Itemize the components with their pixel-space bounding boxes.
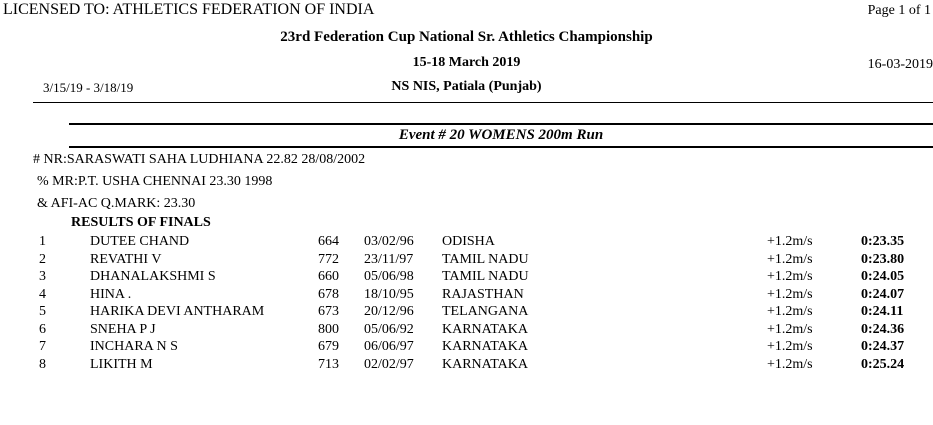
result-wind: +1.2m/s xyxy=(767,339,813,354)
result-bib: 660 xyxy=(318,269,339,284)
print-date: 16-03-2019 xyxy=(867,57,933,72)
event-title: Event # 20 WOMENS 200m Run xyxy=(69,123,933,148)
result-dob: 03/02/96 xyxy=(364,234,414,249)
result-dob: 02/02/97 xyxy=(364,356,414,372)
result-time: 0:23.35 xyxy=(861,234,905,249)
meet-dates: 3/15/19 - 3/18/19 xyxy=(43,80,134,95)
result-wind: +1.2m/s xyxy=(767,304,813,319)
result-team: KARNATAKA xyxy=(442,321,528,337)
results-heading: RESULTS OF FINALS xyxy=(71,215,211,230)
result-bib: 713 xyxy=(318,356,339,372)
result-dob: 05/06/92 xyxy=(364,321,414,337)
result-name: SNEHA P J xyxy=(90,321,156,337)
result-time: 0:24.07 xyxy=(861,286,905,302)
table-row xyxy=(0,322,933,339)
result-team: KARNATAKA xyxy=(442,339,528,354)
result-bib: 673 xyxy=(318,304,339,319)
table-row xyxy=(0,339,933,356)
result-wind: +1.2m/s xyxy=(767,321,813,337)
result-dob: 20/12/96 xyxy=(364,304,414,319)
result-team: ODISHA xyxy=(442,234,495,249)
result-wind: +1.2m/s xyxy=(767,356,813,372)
result-name: HARIKA DEVI ANTHARAM xyxy=(90,304,265,319)
result-time: 0:24.11 xyxy=(861,304,904,319)
result-name: HINA . xyxy=(90,286,132,302)
result-team: TAMIL NADU xyxy=(442,269,529,284)
result-bib: 772 xyxy=(318,251,339,267)
result-dob: 05/06/98 xyxy=(364,269,414,284)
national-record: # NR:SARASWATI SAHA LUDHIANA 22.82 28/08/2002 xyxy=(33,152,366,167)
championship-title: 23rd Federation Cup National Sr. Athletics Championship xyxy=(280,29,653,45)
result-name: DUTEE CHAND xyxy=(90,234,190,249)
result-time: 0:24.05 xyxy=(861,269,905,284)
result-pos: 6 xyxy=(39,321,46,337)
result-pos: 2 xyxy=(39,251,46,267)
result-pos: 5 xyxy=(39,304,46,319)
result-dob: 18/10/95 xyxy=(364,286,414,302)
result-dob: 23/11/97 xyxy=(364,251,414,267)
result-time: 0:24.37 xyxy=(861,339,905,354)
venue: NS NIS, Patiala (Punjab) xyxy=(391,79,542,94)
result-wind: +1.2m/s xyxy=(767,286,813,302)
result-time: 0:24.36 xyxy=(861,321,905,337)
result-pos: 1 xyxy=(39,234,46,249)
table-row xyxy=(0,252,933,269)
result-team: TAMIL NADU xyxy=(442,251,529,267)
result-name: REVATHI V xyxy=(90,251,162,267)
result-team: TELANGANA xyxy=(442,304,529,319)
result-bib: 678 xyxy=(318,286,339,302)
result-wind: +1.2m/s xyxy=(767,234,813,249)
result-pos: 8 xyxy=(39,356,46,372)
result-pos: 4 xyxy=(39,286,46,302)
championship-dates: 15-18 March 2019 xyxy=(412,55,521,70)
license-text: LICENSED TO: ATHLETICS FEDERATION OF INDIA xyxy=(3,1,375,18)
result-time: 0:25.24 xyxy=(861,356,905,372)
result-wind: +1.2m/s xyxy=(767,251,813,267)
qualifying-mark: & AFI-AC Q.MARK: 23.30 xyxy=(37,196,196,211)
result-team: KARNATAKA xyxy=(442,356,528,372)
table-row xyxy=(0,269,933,286)
result-name: INCHARA N S xyxy=(90,339,178,354)
result-name: DHANALAKSHMI S xyxy=(90,269,216,284)
result-bib: 664 xyxy=(318,234,339,249)
table-row xyxy=(0,234,933,251)
result-bib: 679 xyxy=(318,339,339,354)
result-pos: 3 xyxy=(39,269,46,284)
result-time: 0:23.80 xyxy=(861,251,905,267)
table-row xyxy=(0,304,933,321)
result-team: RAJASTHAN xyxy=(442,286,524,302)
meet-record: % MR:P.T. USHA CHENNAI 23.30 1998 xyxy=(37,174,273,189)
result-name: LIKITH M xyxy=(90,356,153,372)
table-row xyxy=(0,357,933,374)
page-number: Page 1 of 1 xyxy=(867,3,931,18)
result-wind: +1.2m/s xyxy=(767,269,813,284)
table-row xyxy=(0,287,933,304)
result-bib: 800 xyxy=(318,321,339,337)
header-divider xyxy=(33,102,933,103)
result-pos: 7 xyxy=(39,339,46,354)
result-dob: 06/06/97 xyxy=(364,339,414,354)
